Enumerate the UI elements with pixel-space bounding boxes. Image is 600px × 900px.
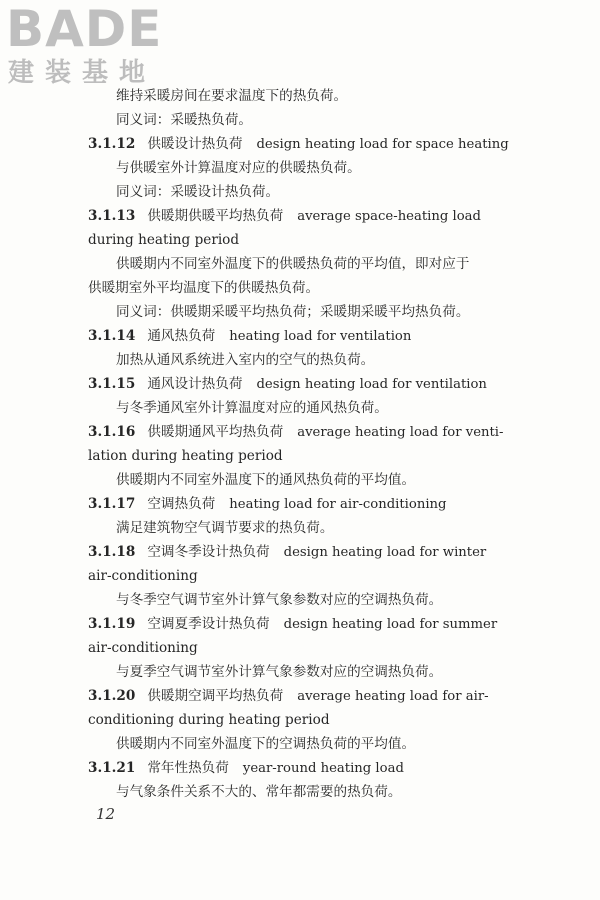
term-english: heating load for ventilation	[229, 329, 412, 344]
text-line: 与供暖室外计算温度对应的供暖热负荷。	[116, 160, 361, 176]
term-number: 3.1.13	[88, 208, 136, 224]
text-line: 加热从通风系统进入室内的空气的热负荷。	[116, 352, 375, 368]
text-line: 维持采暖房间在要求温度下的热负荷。	[116, 88, 348, 104]
text-line: 供暖期内不同室外温度下的通风热负荷的平均值。	[116, 472, 416, 488]
text-line: 与冬季空气调节室外计算气象参数对应的空调热负荷。	[116, 592, 443, 608]
term-heading	[88, 372, 512, 396]
term-english: average heating load for venti-	[297, 425, 504, 440]
watermark-logo	[6, 0, 163, 88]
term-heading	[88, 492, 512, 516]
text-line: lation during heating period	[88, 448, 283, 464]
text-line: 满足建筑物空气调节要求的热负荷。	[116, 520, 334, 536]
term-chinese: 常年性热负荷	[147, 760, 229, 776]
watermark-subtitle: 建装基地	[8, 58, 157, 88]
term-heading	[88, 420, 512, 444]
term-chinese: 空调冬季设计热负荷	[147, 544, 270, 560]
term-number: 3.1.16	[88, 424, 136, 440]
term-english: average heating load for air-	[297, 689, 489, 704]
term-number: 3.1.14	[88, 328, 136, 344]
term-english: design heating load for summer	[283, 617, 498, 632]
term-chinese: 通风热负荷	[147, 328, 216, 344]
term-number: 3.1.21	[88, 760, 136, 776]
term-english: design heating load for space heating	[256, 137, 509, 152]
text-line: 供暖期室外平均温度下的供暖热负荷。	[88, 280, 320, 296]
term-heading	[88, 540, 512, 564]
document-body	[88, 84, 512, 804]
text-line: 供暖期内不同室外温度下的供暖热负荷的平均值，即对应于	[116, 256, 470, 272]
term-chinese: 供暖设计热负荷	[147, 136, 243, 152]
text-line: 同义词：采暖热负荷。	[116, 112, 252, 128]
text-line: 同义词：采暖设计热负荷。	[116, 184, 280, 200]
term-heading	[88, 612, 512, 636]
text-line: air-conditioning	[88, 568, 198, 584]
text-line: 与冬季通风室外计算温度对应的通风热负荷。	[116, 400, 388, 416]
term-number: 3.1.20	[88, 688, 136, 704]
term-chinese: 供暖期通风平均热负荷	[147, 424, 284, 440]
term-number: 3.1.12	[88, 136, 136, 152]
page-number: 12	[96, 805, 116, 823]
term-english: design heating load for ventilation	[256, 377, 487, 392]
term-number: 3.1.19	[88, 616, 136, 632]
term-english: heating load for air-conditioning	[229, 497, 447, 512]
term-english: design heating load for winter	[283, 545, 487, 560]
term-number: 3.1.18	[88, 544, 136, 560]
text-line: 同义词：供暖期采暖平均热负荷；采暖期采暖平均热负荷。	[116, 304, 470, 320]
term-chinese: 空调热负荷	[147, 496, 216, 512]
term-heading	[88, 204, 512, 228]
text-line: during heating period	[88, 232, 240, 248]
text-line: 与夏季空气调节室外计算气象参数对应的空调热负荷。	[116, 664, 443, 680]
term-heading	[88, 132, 512, 156]
text-line: conditioning during heating period	[88, 712, 330, 728]
term-heading	[88, 684, 512, 708]
term-chinese: 通风设计热负荷	[147, 376, 243, 392]
watermark-logo-text: BADE	[6, 0, 163, 58]
term-heading	[88, 756, 512, 780]
term-chinese: 供暖期供暖平均热负荷	[147, 208, 284, 224]
text-line: 供暖期内不同室外温度下的空调热负荷的平均值。	[116, 736, 416, 752]
text-line: air-conditioning	[88, 640, 198, 656]
term-english: average space-heating load	[297, 209, 481, 224]
term-number: 3.1.15	[88, 376, 136, 392]
term-english: year-round heating load	[242, 761, 404, 776]
term-chinese: 空调夏季设计热负荷	[147, 616, 270, 632]
term-number: 3.1.17	[88, 496, 136, 512]
text-line: 与气象条件关系不大的、常年都需要的热负荷。	[116, 784, 402, 800]
term-chinese: 供暖期空调平均热负荷	[147, 688, 284, 704]
term-heading	[88, 324, 512, 348]
